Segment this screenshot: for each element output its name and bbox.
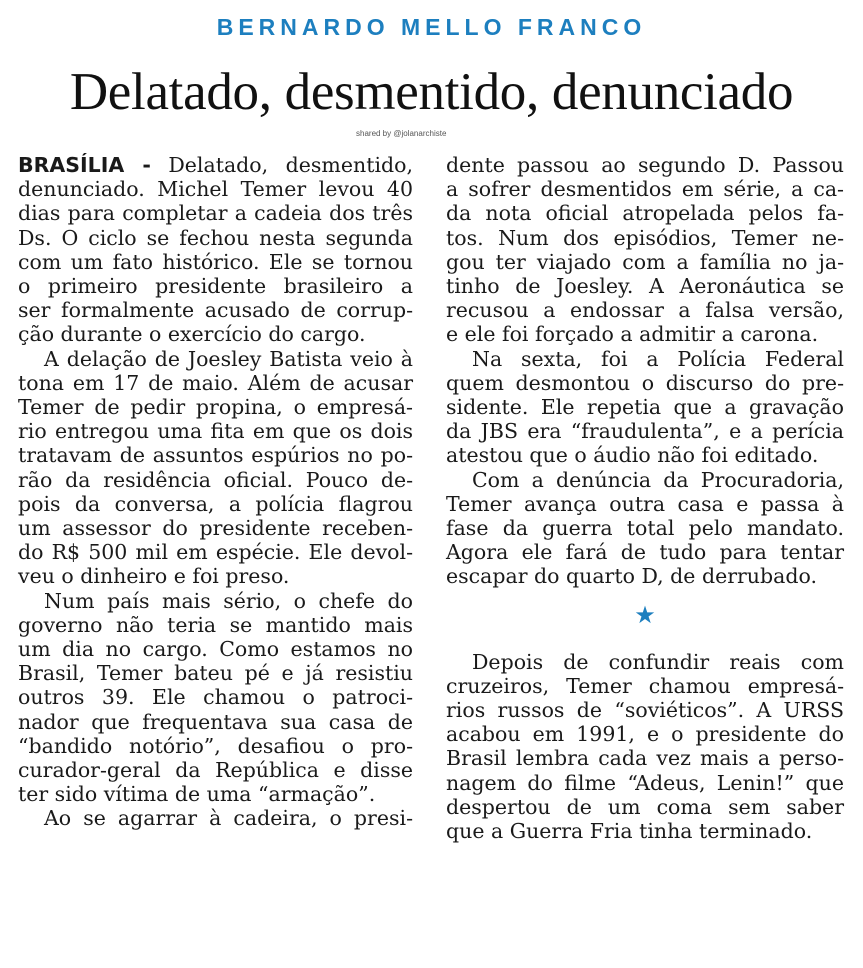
text-line: dente passou ao segundo D. Passou: [446, 153, 844, 177]
text-line: rão da residência oficial. Pouco de-: [18, 467, 413, 492]
text-line: curador-geral da República e disse: [18, 758, 413, 783]
byline: BERNARDO MELLO FRANCO: [216, 14, 647, 40]
separator-gap: [446, 640, 844, 650]
text-line: acabou em 1991, e o presidente do: [446, 722, 844, 747]
text-line: da JBS era “fraudulenta”, e a perícia: [446, 419, 844, 444]
text-line: sidente. Ele repetia que a gravação: [446, 395, 844, 420]
text-line: tona em 17 de maio. Além de acusar: [18, 370, 413, 395]
text-line: Brasil lembra cada vez mais a perso-: [446, 746, 844, 771]
text-line: Ao se agarrar à cadeira, o presi-: [44, 806, 413, 831]
right-column: [446, 153, 844, 843]
text-line: escapar do quarto D, de derrubado.: [446, 564, 817, 589]
text-line: A delação de Joesley Batista veio à: [44, 346, 413, 371]
text-line: Num país mais sério, o chefe do: [44, 588, 413, 613]
text-line: Depois de confundir reais com: [472, 649, 844, 674]
text-line: um assessor do presidente receben-: [18, 516, 413, 541]
text-line: Na sexta, foi a Polícia Federal: [472, 346, 844, 371]
text-line: atestou que o áudio não foi editado.: [446, 443, 819, 468]
text-line: pois da conversa, a polícia flagrou: [18, 491, 413, 516]
text-line: da nota oficial atropelada pelos fa-: [446, 201, 844, 226]
text-line: nagem do filme “Adeus, Lenin!” que: [446, 770, 844, 795]
text-line: Ds. O ciclo se fechou nesta segunda: [18, 225, 413, 250]
text-line: um dia no cargo. Como estamos no: [18, 637, 413, 662]
text-line: rio entregou uma fita em que os dois: [18, 419, 413, 444]
text-line: com um fato histórico. Ele se tornou: [18, 249, 413, 274]
text-line: Temer de pedir propina, o empresá-: [18, 395, 413, 420]
left-column: [18, 153, 413, 831]
text-line: fase da guerra total pelo mandato.: [446, 516, 844, 541]
text-line: Com a denúncia da Procuradoria,: [472, 467, 844, 492]
text-line: do R$ 500 mil em espécie. Ele devol-: [18, 540, 413, 565]
text-line: “bandido notório”, desafiou o pro-: [18, 733, 413, 758]
text-line: o primeiro presidente brasileiro a: [18, 274, 413, 299]
text-line: BRASÍLIA - Delatado, desmentido,: [18, 153, 413, 177]
text-line: recusou a endossar a falsa versão,: [446, 298, 844, 323]
text-line: outros 39. Ele chamou o patroci-: [18, 685, 413, 710]
text-line: gou ter viajado com a família no ja-: [446, 249, 844, 274]
text-line: tratavam de assuntos espúrios no po-: [18, 443, 413, 468]
text-line: que a Guerra Fria tinha terminado.: [446, 819, 813, 844]
text-line: denunciado. Michel Temer levou 40: [18, 177, 413, 202]
text-line: ser formalmente acusado de corrup-: [18, 298, 413, 323]
text-line: quem desmontou o discurso do pre-: [446, 370, 844, 395]
text-line: e ele foi forçado a admitir a carona.: [446, 322, 819, 347]
text-line: tos. Num dos episódios, Temer ne-: [446, 225, 844, 250]
dateline: BRASÍLIA -: [18, 153, 151, 177]
text-line: tinho de Joesley. A Aeronáutica se: [446, 274, 844, 299]
text-line: Temer avança outra casa e passa à: [446, 491, 844, 516]
shared-credit: shared by @jolanarchiste: [356, 129, 447, 138]
text-line: a sofrer desmentidos em série, a ca-: [446, 177, 844, 202]
text-line: cruzeiros, Temer chamou empresá-: [446, 673, 844, 698]
star-icon: ★: [634, 600, 656, 629]
text-line: dias para completar a cadeia dos três: [18, 201, 413, 226]
text-line: nador que frequentava sua casa de: [18, 709, 413, 734]
text-line: ção durante o exercício do cargo.: [18, 322, 366, 347]
headline: Delatado, desmentido, denunciado: [69, 63, 794, 121]
text-line: Agora ele fará de tudo para tentar: [446, 540, 844, 565]
text-line: ter sido vítima de uma “armação”.: [18, 782, 376, 807]
text-line: rios russos de “soviéticos”. A URSS: [446, 698, 844, 723]
text-line: despertou de um coma sem saber: [446, 794, 844, 819]
text-line: Brasil, Temer bateu pé e já resistiu: [18, 661, 413, 686]
text-line: governo não teria se mantido mais: [18, 612, 413, 637]
text-line: veu o dinheiro e foi preso.: [18, 564, 290, 589]
